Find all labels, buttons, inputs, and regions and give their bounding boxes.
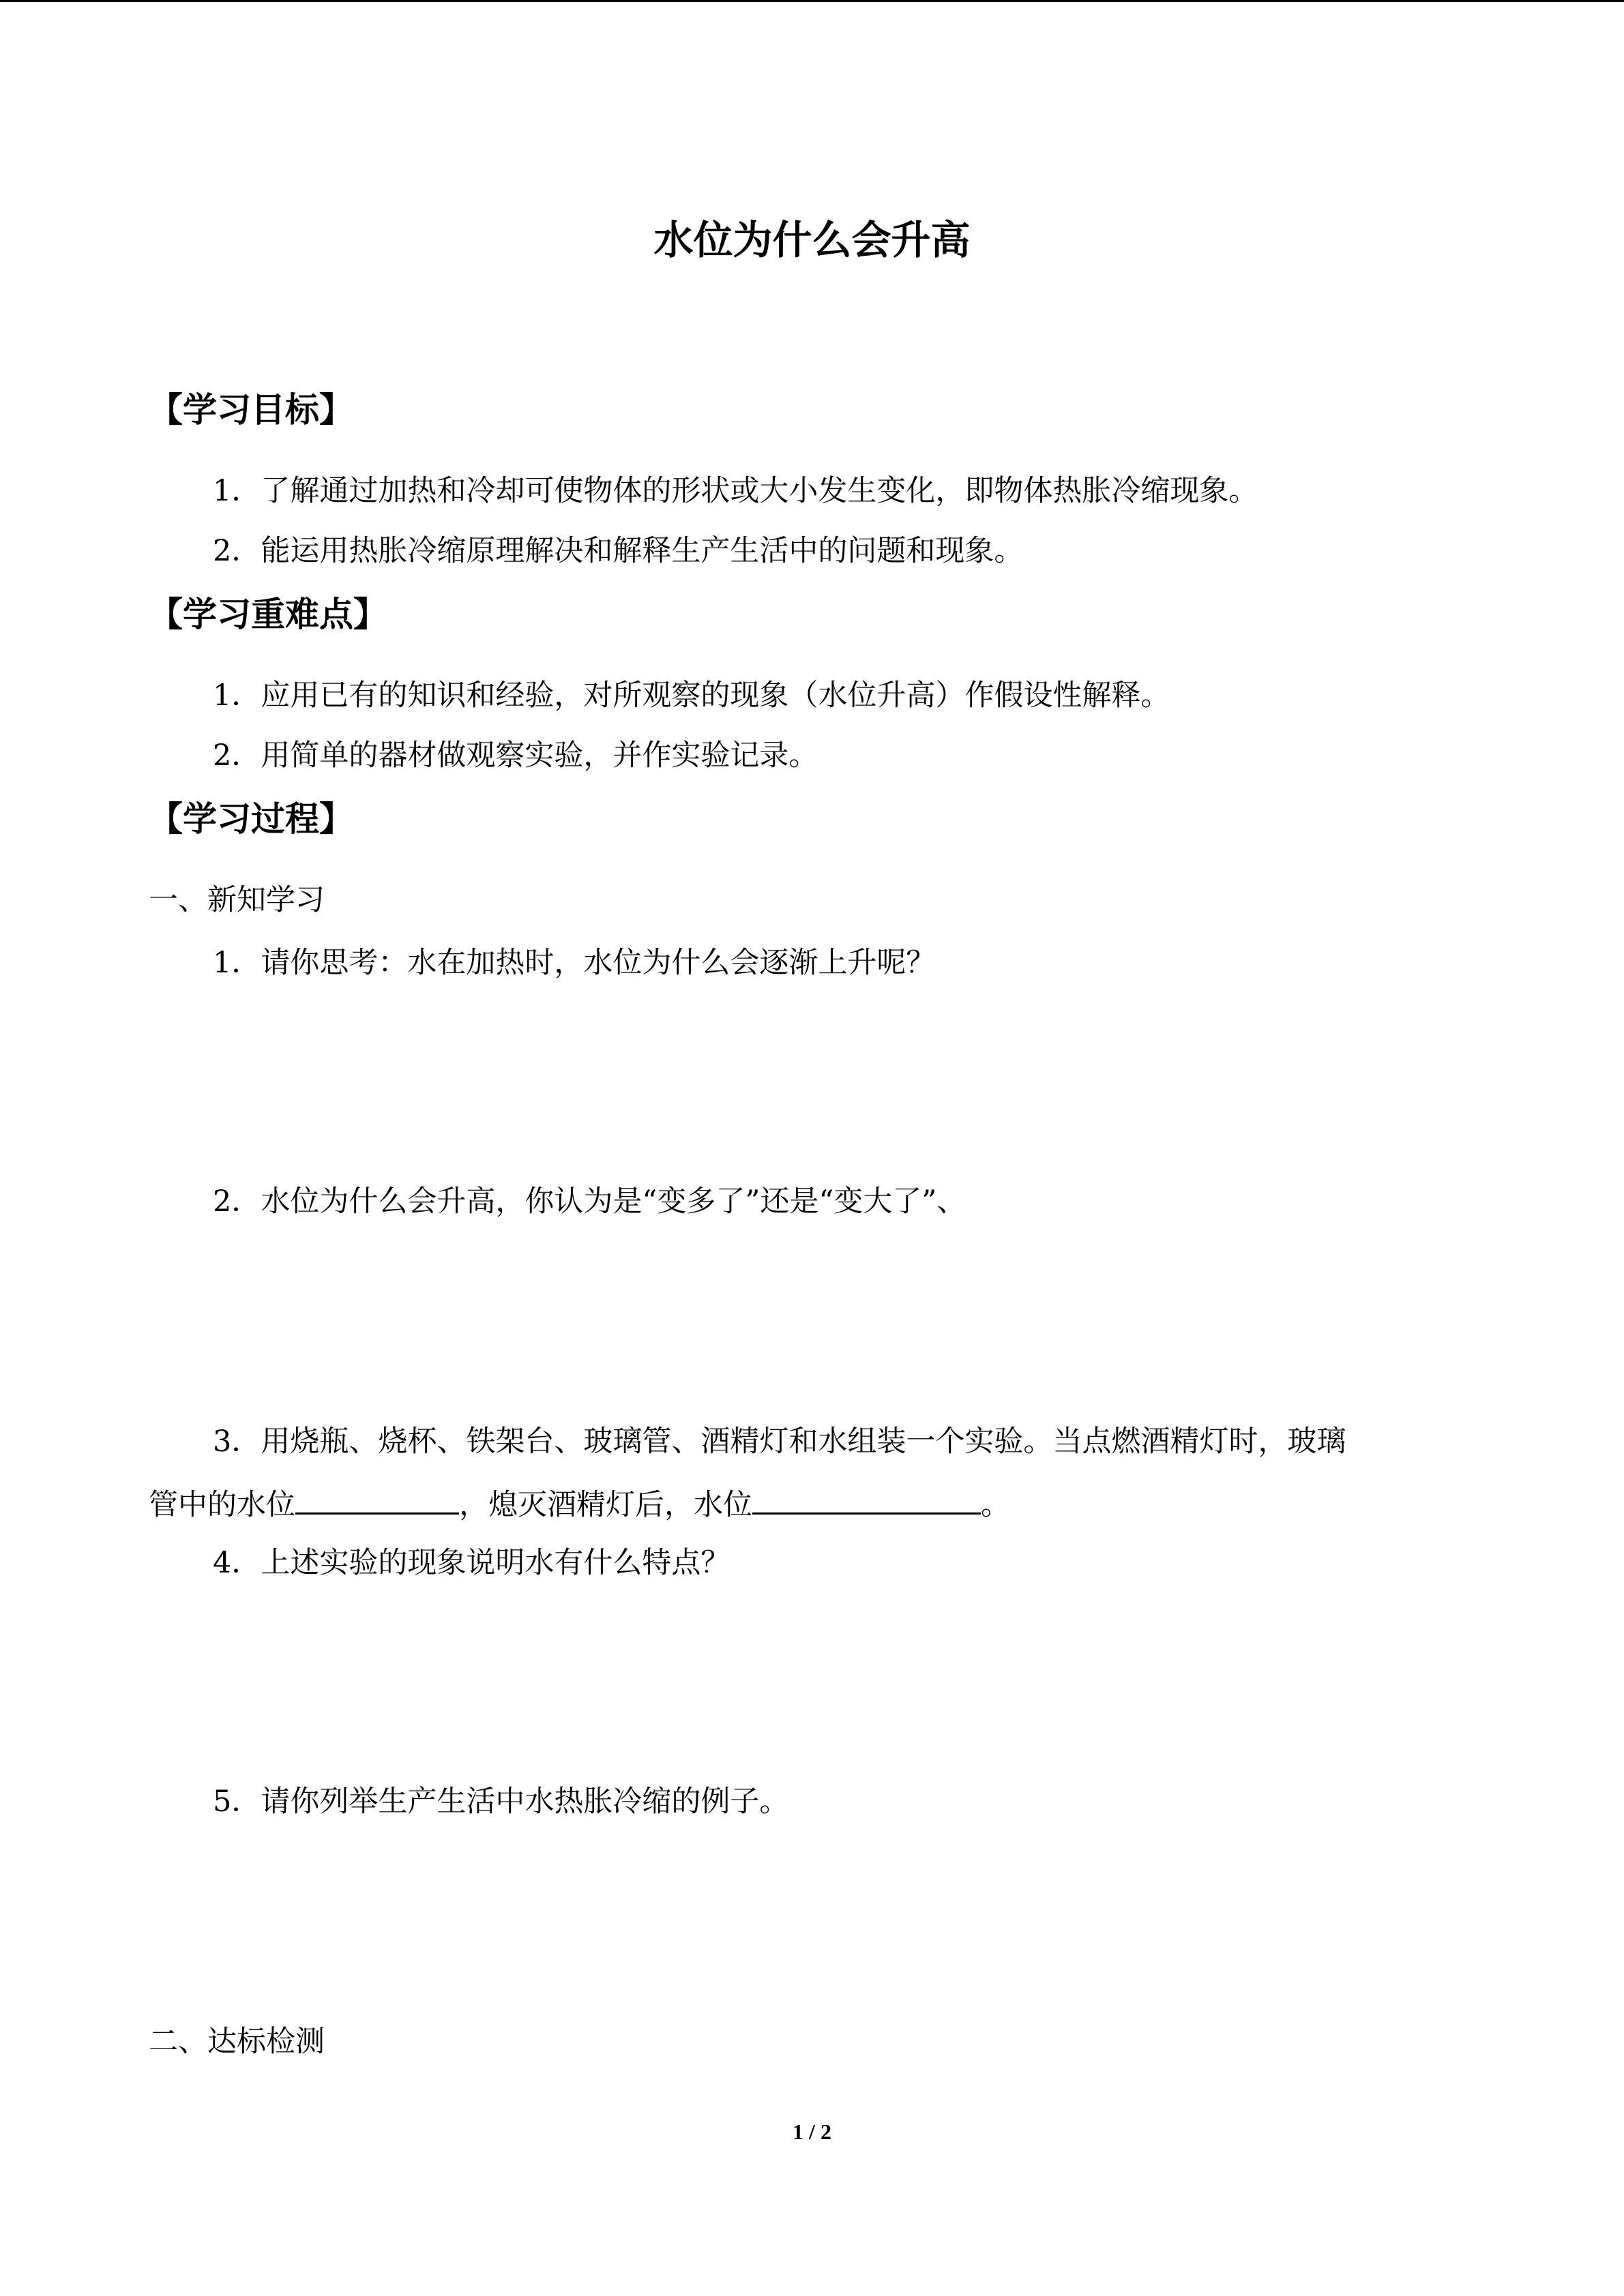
part-new-knowledge: 一、新知学习 bbox=[149, 883, 325, 917]
process-heading: 【学习过程】 bbox=[149, 799, 353, 839]
key-point-item-2: 2．用简单的器材做观察实验，并作实验记录。 bbox=[213, 739, 818, 773]
objective-item-1: 1．了解通过加热和冷却可使物体的形状或大小发生变化，即物体热胀冷缩现象。 bbox=[213, 474, 1258, 508]
question-5: 5．请你列举生产生活中水热胀冷缩的例子。 bbox=[213, 1785, 789, 1819]
objective-item-2: 2．能运用热胀冷缩原理解决和解释生产生活中的问题和现象。 bbox=[213, 534, 1024, 568]
objectives-heading: 【学习目标】 bbox=[149, 390, 353, 430]
question-3-line-1: 3．用烧瓶、烧杯、铁架台、玻璃管、酒精灯和水组装一个实验。当点燃酒精灯时，玻璃 bbox=[213, 1425, 1346, 1459]
part-assessment: 二、达标检测 bbox=[149, 2025, 325, 2059]
question-3-line-2 bbox=[149, 1482, 1010, 1525]
question-4: 4．上述实验的现象说明水有什么特点？ bbox=[213, 1546, 730, 1580]
water-level-heating-blank[interactable] bbox=[295, 1482, 459, 1515]
question-3-text-b: ，熄灭酒精灯后，水位 bbox=[459, 1488, 752, 1522]
question-3-text-a: 管中的水位 bbox=[149, 1488, 295, 1522]
question-1: 1．请你思考：水在加热时，水位为什么会逐渐上升呢？ bbox=[213, 946, 936, 980]
water-level-cooling-blank[interactable] bbox=[752, 1482, 981, 1515]
question-3-text-c: 。 bbox=[981, 1488, 1010, 1522]
top-border-line bbox=[0, 0, 1624, 2]
page-title: 水位为什么会升高 bbox=[653, 217, 971, 263]
key-points-heading: 【学习重难点】 bbox=[149, 595, 387, 634]
page-number: 1 / 2 bbox=[793, 2119, 831, 2144]
key-point-item-1: 1．应用已有的知识和经验，对所观察的现象（水位升高）作假设性解释。 bbox=[213, 679, 1170, 713]
question-2: 2．水位为什么会升高，你认为是“变多了”还是“变大了”、 bbox=[213, 1184, 966, 1219]
